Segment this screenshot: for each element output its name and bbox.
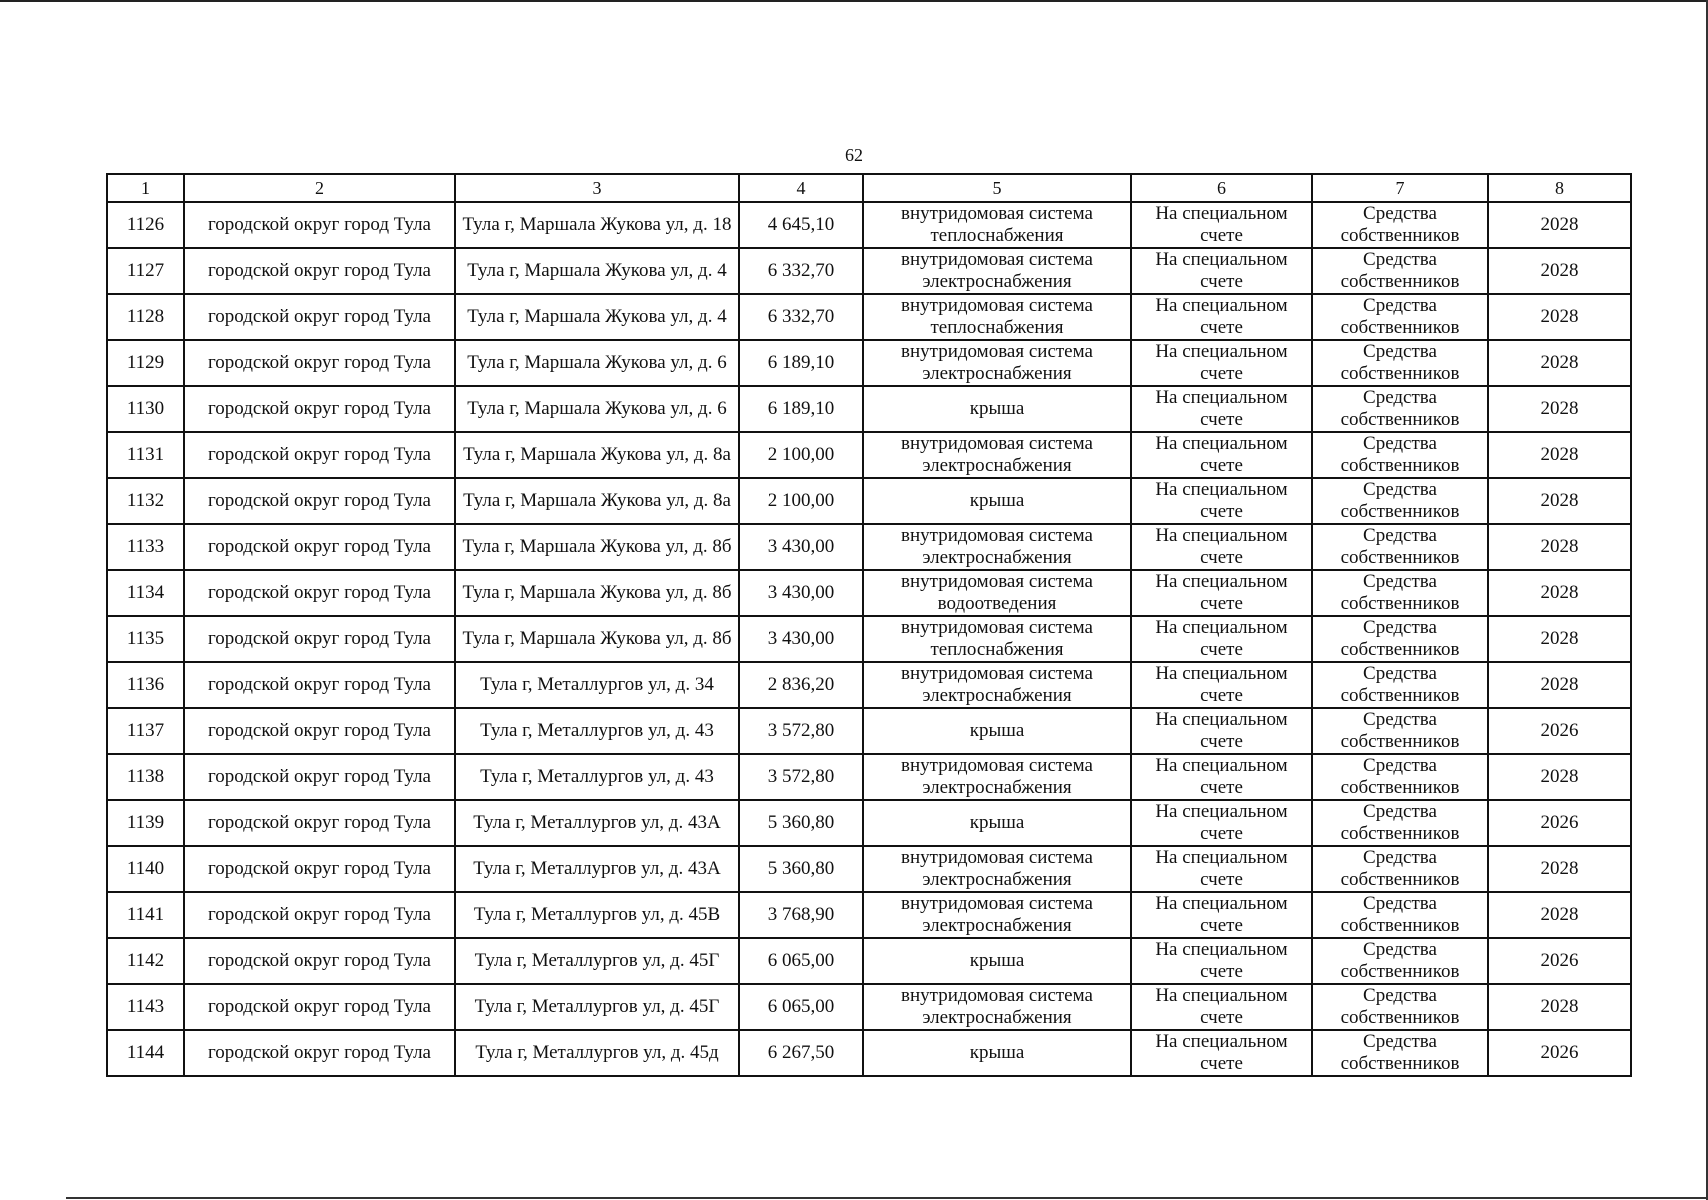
column-number-row (107, 174, 1631, 202)
table-row (107, 478, 1631, 524)
column-header: 8 (1488, 174, 1631, 202)
table-row (107, 754, 1631, 800)
address-cell: Тула г, Металлургов ул, д. 45д (455, 1030, 739, 1076)
table-row (107, 386, 1631, 432)
municipality-cell: городской округ город Тула (184, 570, 455, 616)
year-cell: 2028 (1488, 248, 1631, 294)
fund-method-cell: На специальном счете (1131, 478, 1312, 524)
year-cell: 2028 (1488, 892, 1631, 938)
year-cell: 2028 (1488, 340, 1631, 386)
municipality-cell: городской округ город Тула (184, 662, 455, 708)
year-cell: 2026 (1488, 800, 1631, 846)
row-number-cell: 1133 (107, 524, 184, 570)
table-row (107, 708, 1631, 754)
funding-source-cell: Средства собственников (1312, 662, 1488, 708)
row-number-cell: 1139 (107, 800, 184, 846)
fund-method-cell: На специальном счете (1131, 524, 1312, 570)
funding-source-cell: Средства собственников (1312, 754, 1488, 800)
amount-cell: 4 645,10 (739, 202, 863, 248)
amount-cell: 2 100,00 (739, 432, 863, 478)
funding-source-cell: Средства собственников (1312, 524, 1488, 570)
row-number-cell: 1144 (107, 1030, 184, 1076)
column-header: 1 (107, 174, 184, 202)
fund-method-cell: На специальном счете (1131, 1030, 1312, 1076)
program-table (106, 173, 1632, 1077)
funding-source-cell: Средства собственников (1312, 570, 1488, 616)
year-cell: 2026 (1488, 708, 1631, 754)
fund-method-cell: На специальном счете (1131, 432, 1312, 478)
element-cell: крыша (863, 708, 1131, 754)
row-number-cell: 1126 (107, 202, 184, 248)
scan-edge-top (0, 0, 1708, 2)
row-number-cell: 1135 (107, 616, 184, 662)
municipality-cell: городской округ город Тула (184, 984, 455, 1030)
funding-source-cell: Средства собственников (1312, 846, 1488, 892)
municipality-cell: городской округ город Тула (184, 754, 455, 800)
address-cell: Тула г, Маршала Жукова ул, д. 8б (455, 616, 739, 662)
amount-cell: 3 430,00 (739, 616, 863, 662)
municipality-cell: городской округ город Тула (184, 432, 455, 478)
year-cell: 2028 (1488, 202, 1631, 248)
funding-source-cell: Средства собственников (1312, 892, 1488, 938)
element-cell: крыша (863, 478, 1131, 524)
row-number-cell: 1128 (107, 294, 184, 340)
table-row (107, 1030, 1631, 1076)
element-cell: крыша (863, 938, 1131, 984)
fund-method-cell: На специальном счете (1131, 938, 1312, 984)
amount-cell: 6 065,00 (739, 938, 863, 984)
table-row (107, 616, 1631, 662)
row-number-cell: 1131 (107, 432, 184, 478)
row-number-cell: 1130 (107, 386, 184, 432)
municipality-cell: городской округ город Тула (184, 616, 455, 662)
address-cell: Тула г, Маршала Жукова ул, д. 8а (455, 432, 739, 478)
row-number-cell: 1136 (107, 662, 184, 708)
year-cell: 2028 (1488, 616, 1631, 662)
fund-method-cell: На специальном счете (1131, 708, 1312, 754)
fund-method-cell: На специальном счете (1131, 800, 1312, 846)
fund-method-cell: На специальном счете (1131, 846, 1312, 892)
table-row (107, 202, 1631, 248)
table-row (107, 892, 1631, 938)
year-cell: 2028 (1488, 570, 1631, 616)
table-row (107, 984, 1631, 1030)
municipality-cell: городской округ город Тула (184, 892, 455, 938)
address-cell: Тула г, Маршала Жукова ул, д. 4 (455, 294, 739, 340)
amount-cell: 6 189,10 (739, 386, 863, 432)
address-cell: Тула г, Маршала Жукова ул, д. 6 (455, 386, 739, 432)
table-row (107, 662, 1631, 708)
table-row (107, 800, 1631, 846)
year-cell: 2028 (1488, 478, 1631, 524)
municipality-cell: городской округ город Тула (184, 708, 455, 754)
year-cell: 2028 (1488, 432, 1631, 478)
funding-source-cell: Средства собственников (1312, 984, 1488, 1030)
address-cell: Тула г, Маршала Жукова ул, д. 6 (455, 340, 739, 386)
funding-source-cell: Средства собственников (1312, 340, 1488, 386)
address-cell: Тула г, Металлургов ул, д. 34 (455, 662, 739, 708)
amount-cell: 3 572,80 (739, 708, 863, 754)
column-header: 7 (1312, 174, 1488, 202)
element-cell: внутридомовая система теплоснабжения (863, 294, 1131, 340)
element-cell: внутридомовая система электроснабжения (863, 248, 1131, 294)
funding-source-cell: Средства собственников (1312, 202, 1488, 248)
address-cell: Тула г, Металлургов ул, д. 45В (455, 892, 739, 938)
year-cell: 2026 (1488, 938, 1631, 984)
element-cell: внутридомовая система теплоснабжения (863, 202, 1131, 248)
address-cell: Тула г, Маршала Жукова ул, д. 4 (455, 248, 739, 294)
amount-cell: 3 430,00 (739, 524, 863, 570)
element-cell: крыша (863, 1030, 1131, 1076)
year-cell: 2028 (1488, 754, 1631, 800)
row-number-cell: 1142 (107, 938, 184, 984)
row-number-cell: 1141 (107, 892, 184, 938)
address-cell: Тула г, Маршала Жукова ул, д. 8а (455, 478, 739, 524)
row-number-cell: 1129 (107, 340, 184, 386)
table-row (107, 570, 1631, 616)
fund-method-cell: На специальном счете (1131, 754, 1312, 800)
municipality-cell: городской округ город Тула (184, 938, 455, 984)
element-cell: внутридомовая система электроснабжения (863, 754, 1131, 800)
amount-cell: 6 332,70 (739, 248, 863, 294)
scan-edge-bottom (66, 1197, 1708, 1199)
address-cell: Тула г, Маршала Жукова ул, д. 8б (455, 570, 739, 616)
year-cell: 2028 (1488, 984, 1631, 1030)
funding-source-cell: Средства собственников (1312, 386, 1488, 432)
column-header: 6 (1131, 174, 1312, 202)
year-cell: 2028 (1488, 294, 1631, 340)
page-number: 62 (845, 145, 863, 165)
amount-cell: 5 360,80 (739, 800, 863, 846)
amount-cell: 2 836,20 (739, 662, 863, 708)
municipality-cell: городской округ город Тула (184, 478, 455, 524)
row-number-cell: 1127 (107, 248, 184, 294)
municipality-cell: городской округ город Тула (184, 524, 455, 570)
address-cell: Тула г, Металлургов ул, д. 43А (455, 846, 739, 892)
address-cell: Тула г, Металлургов ул, д. 43А (455, 800, 739, 846)
year-cell: 2026 (1488, 1030, 1631, 1076)
amount-cell: 2 100,00 (739, 478, 863, 524)
funding-source-cell: Средства собственников (1312, 800, 1488, 846)
row-number-cell: 1138 (107, 754, 184, 800)
fund-method-cell: На специальном счете (1131, 386, 1312, 432)
municipality-cell: городской округ город Тула (184, 386, 455, 432)
funding-source-cell: Средства собственников (1312, 478, 1488, 524)
municipality-cell: городской округ город Тула (184, 202, 455, 248)
municipality-cell: городской округ город Тула (184, 1030, 455, 1076)
table-row (107, 938, 1631, 984)
column-header: 2 (184, 174, 455, 202)
municipality-cell: городской округ город Тула (184, 294, 455, 340)
element-cell: внутридомовая система электроснабжения (863, 524, 1131, 570)
fund-method-cell: На специальном счете (1131, 616, 1312, 662)
element-cell: внутридомовая система электроснабжения (863, 662, 1131, 708)
element-cell: внутридомовая система электроснабжения (863, 892, 1131, 938)
row-number-cell: 1143 (107, 984, 184, 1030)
column-header: 4 (739, 174, 863, 202)
table-row (107, 340, 1631, 386)
year-cell: 2028 (1488, 524, 1631, 570)
element-cell: внутридомовая система электроснабжения (863, 846, 1131, 892)
table-row (107, 846, 1631, 892)
table-body (107, 174, 1631, 1076)
address-cell: Тула г, Металлургов ул, д. 45Г (455, 984, 739, 1030)
row-number-cell: 1132 (107, 478, 184, 524)
year-cell: 2028 (1488, 846, 1631, 892)
amount-cell: 6 267,50 (739, 1030, 863, 1076)
amount-cell: 6 065,00 (739, 984, 863, 1030)
municipality-cell: городской округ город Тула (184, 800, 455, 846)
municipality-cell: городской округ город Тула (184, 846, 455, 892)
funding-source-cell: Средства собственников (1312, 616, 1488, 662)
funding-source-cell: Средства собственников (1312, 938, 1488, 984)
column-header: 5 (863, 174, 1131, 202)
element-cell: внутридомовая система теплоснабжения (863, 616, 1131, 662)
funding-source-cell: Средства собственников (1312, 708, 1488, 754)
table-row (107, 524, 1631, 570)
address-cell: Тула г, Маршала Жукова ул, д. 18 (455, 202, 739, 248)
funding-source-cell: Средства собственников (1312, 1030, 1488, 1076)
table-row (107, 294, 1631, 340)
amount-cell: 6 189,10 (739, 340, 863, 386)
table-row (107, 248, 1631, 294)
municipality-cell: городской округ город Тула (184, 340, 455, 386)
table-row (107, 432, 1631, 478)
row-number-cell: 1140 (107, 846, 184, 892)
amount-cell: 3 768,90 (739, 892, 863, 938)
element-cell: внутридомовая система электроснабжения (863, 340, 1131, 386)
amount-cell: 5 360,80 (739, 846, 863, 892)
municipality-cell: городской округ город Тула (184, 248, 455, 294)
year-cell: 2028 (1488, 386, 1631, 432)
element-cell: внутридомовая система электроснабжения (863, 432, 1131, 478)
row-number-cell: 1134 (107, 570, 184, 616)
element-cell: крыша (863, 800, 1131, 846)
amount-cell: 3 572,80 (739, 754, 863, 800)
address-cell: Тула г, Металлургов ул, д. 43 (455, 708, 739, 754)
fund-method-cell: На специальном счете (1131, 662, 1312, 708)
funding-source-cell: Средства собственников (1312, 294, 1488, 340)
column-header: 3 (455, 174, 739, 202)
funding-source-cell: Средства собственников (1312, 248, 1488, 294)
element-cell: крыша (863, 386, 1131, 432)
element-cell: внутридомовая система электроснабжения (863, 984, 1131, 1030)
address-cell: Тула г, Металлургов ул, д. 43 (455, 754, 739, 800)
fund-method-cell: На специальном счете (1131, 294, 1312, 340)
row-number-cell: 1137 (107, 708, 184, 754)
funding-source-cell: Средства собственников (1312, 432, 1488, 478)
fund-method-cell: На специальном счете (1131, 340, 1312, 386)
address-cell: Тула г, Маршала Жукова ул, д. 8б (455, 524, 739, 570)
amount-cell: 3 430,00 (739, 570, 863, 616)
fund-method-cell: На специальном счете (1131, 892, 1312, 938)
amount-cell: 6 332,70 (739, 294, 863, 340)
element-cell: внутридомовая система водоотведения (863, 570, 1131, 616)
fund-method-cell: На специальном счете (1131, 248, 1312, 294)
fund-method-cell: На специальном счете (1131, 202, 1312, 248)
fund-method-cell: На специальном счете (1131, 570, 1312, 616)
year-cell: 2028 (1488, 662, 1631, 708)
address-cell: Тула г, Металлургов ул, д. 45Г (455, 938, 739, 984)
fund-method-cell: На специальном счете (1131, 984, 1312, 1030)
